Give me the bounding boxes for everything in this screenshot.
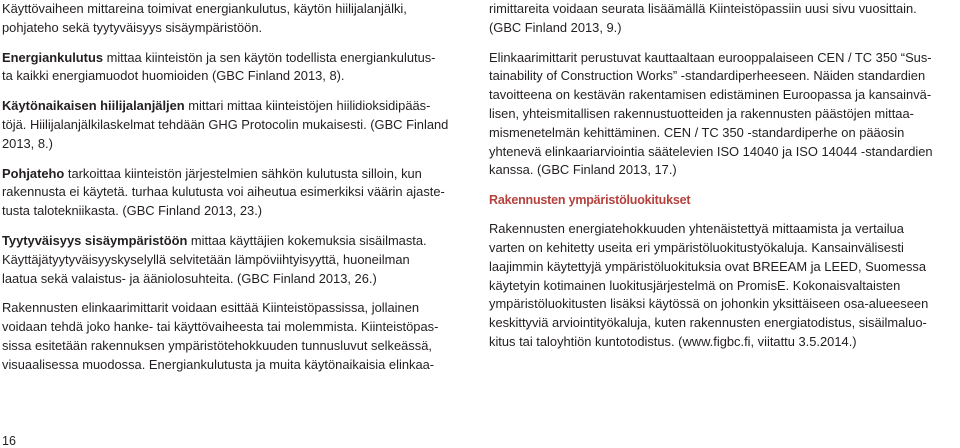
intro-paragraph [2, 0, 468, 38]
text-line: mittaa kiinteistön ja sen käytön todellista energiankulutus- [103, 49, 436, 65]
text-line: pohjateho sekä tyytyväisyys sisäympäristöön. [2, 19, 263, 35]
text-line: sissa esitetään rakennuksen ympäristötehokkuuden tunnusluvut selkeässä, [2, 337, 432, 353]
text-line: laatua sekä valaistus- ja ääniolosuhteita. (GBC Finland 2013, 26.) [2, 270, 377, 286]
text-line: tarkoittaa kiinteistön järjestelmien sähkön kulutusta silloin, kun [64, 165, 422, 181]
text-line: Käyttäjätyytyväisyyskyselyllä selvitetään lämpöviihtyisyyttä, huoneilman [2, 251, 410, 267]
text-line: voidaan tehdä joko hanke- tai käyttövaiheesta tai molemmista. Kiinteistöpas- [2, 319, 439, 335]
text-line: Rakennusten elinkaarimittarit voidaan esittää Kiinteistöpassissa, jollainen [2, 300, 420, 316]
text-line: ta kaikki energiamuodot huomioiden (GBC Finland 2013, 8). [2, 68, 345, 84]
page-number: 16 [2, 434, 16, 448]
term-energy: Energiankulutus [2, 49, 103, 65]
left-column [2, 0, 468, 375]
text-line: rimittareita voidaan seurata lisäämällä Kiinteistöpassiin uusi sivu vuosittain. [489, 1, 917, 16]
text-line: Käyttövaiheen mittareina toimivat energiankulutus, käytön hiilijalanjälki, [2, 1, 407, 16]
text-line: käytetyin kotimainen luokitusjärjestelmä on PromisE. Kokonaisvaltaisten [489, 277, 901, 293]
text-line: mittari mittaa kiinteistöjen hiilidioksidipääs- [184, 98, 431, 114]
text-line: mittaa käyttäjien kokemuksia sisäilmasta. [187, 232, 427, 248]
text-line: tusta talotekniikasta. (GBC Finland 2013, 23.) [2, 203, 263, 219]
text-line: Elinkaarimittarit perustuvat kauttaaltaan eurooppalaiseen CEN / TC 350 “Sus- [489, 49, 932, 65]
term-satisfaction: Tyytyväisyys sisäympäristöön [2, 232, 188, 248]
text-line: varten on kehitetty useita eri ympäristöluokitustyökaluja. Kansainvälisesti [489, 239, 904, 255]
text-line: (GBC Finland 2013, 9.) [489, 19, 622, 35]
energy-paragraph [2, 49, 468, 87]
outro-paragraph [2, 299, 468, 374]
text-line: töjä. Hiilijalanjälkilaskelmat tehdään GHG Protocolin mukaisesti. (GBC Finland [2, 116, 449, 132]
term-carbon: Käytönaikaisen hiilijalanjäljen [2, 98, 185, 114]
text-line: yhtenevä elinkaariarviointia säätelevien ISO 14040 ja ISO 14044 -standardien [489, 143, 933, 159]
text-line: laajimmin käytettyjä ympäristöluokituksia ovat BREEAM ja LEED, Suomessa [489, 258, 927, 274]
text-line: mismenetelmän kehittäminen. CEN / TC 350 -standardiperhe on pääosin [489, 124, 905, 140]
text-line: tavoitteena on kestävän rakentamisen edistäminen Euroopassa ja kansainvä- [489, 87, 932, 103]
right-column [489, 0, 951, 352]
continuation-paragraph [489, 0, 951, 38]
text-line: visuaalisessa muodossa. Energiankulutusta ja muita käytönaikaisia elinkaa- [2, 356, 435, 372]
satisfaction-paragraph [2, 232, 468, 288]
text-line: Rakennusten energiatehokkuuden yhtenäistettyä mittaamista ja vertailua [489, 221, 904, 237]
standards-paragraph [489, 49, 951, 181]
text-line: kitus tai taloyhtiön kuntotodistus. (www.figbc.fi, viitattu 3.5.2014.) [489, 333, 857, 349]
text-line: 2013, 8.) [2, 135, 53, 151]
base-load-paragraph [2, 165, 468, 221]
text-line: keskittyviä arviointityökaluja, kuten rakennusten energiatodistus, sisäilmaluo- [489, 315, 927, 331]
text-line: ympäristöluokitusten lisäksi käytössä on johonkin yksittäiseen osa-alueeseen [489, 296, 929, 312]
text-line: lisen, yhteismitallisen rakennustuotteiden ja rakennusten päästöjen mittaa- [489, 105, 914, 121]
carbon-paragraph [2, 97, 468, 153]
text-line: kanssa. (GBC Finland 2013, 17.) [489, 162, 677, 178]
text-line: rakennusta ei käytetä. turhaa kulutusta voi aiheutua esimerkiksi väärin ajaste- [2, 184, 445, 200]
section-subheading: Rakennusten ympäristöluokitukset [489, 193, 691, 208]
term-base-load: Pohjateho [2, 165, 65, 181]
classification-paragraph [489, 220, 951, 352]
text-line: tainability of Construction Works” -standardiperheeseen. Näiden standardien [489, 68, 926, 84]
